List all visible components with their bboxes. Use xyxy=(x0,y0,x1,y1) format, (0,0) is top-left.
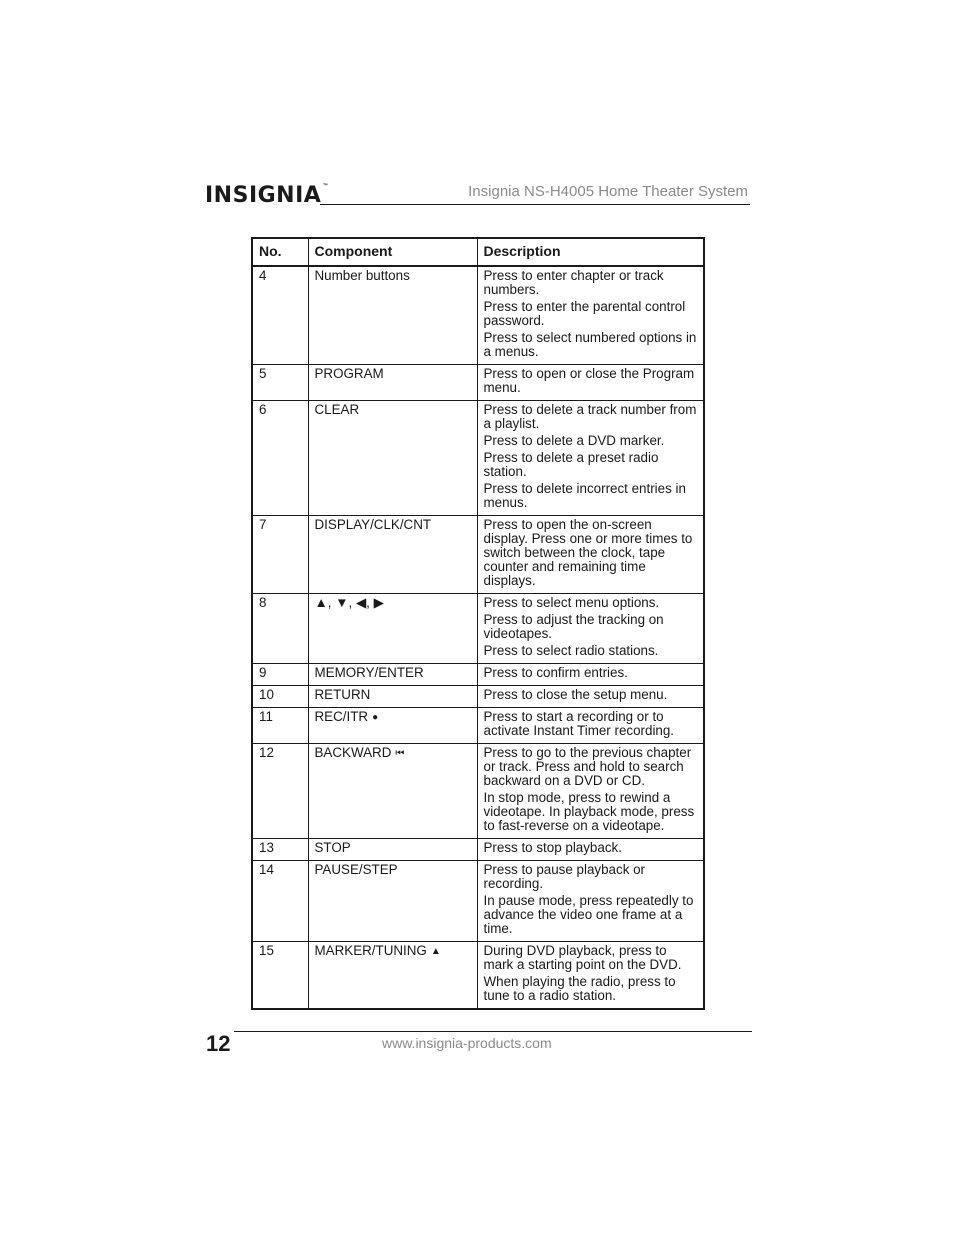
cell-component xyxy=(308,401,477,516)
brand-logo xyxy=(205,183,329,208)
button-symbol-icon: ● xyxy=(372,712,379,723)
cell-component xyxy=(308,365,477,401)
component-table xyxy=(251,237,705,1010)
page-number: 12 xyxy=(206,1031,231,1056)
description-paragraph: Press to adjust the tracking on videotapes. xyxy=(483,612,664,641)
cell-description xyxy=(477,839,704,861)
table-row xyxy=(252,516,704,594)
footer-url: www.insignia-products.com xyxy=(382,1035,552,1051)
description-paragraph: Press to enter the parental control password. xyxy=(483,299,686,328)
description-paragraph: In pause mode, press repeatedly to advance the video one frame at a time. xyxy=(483,893,694,936)
cell-no: 12 xyxy=(252,744,308,839)
cell-no: 9 xyxy=(252,664,308,686)
cell-no: 8 xyxy=(252,594,308,664)
table-row xyxy=(252,942,704,1010)
cell-description xyxy=(477,365,704,401)
column-header-no: No. xyxy=(252,238,308,266)
cell-component xyxy=(308,594,477,664)
cell-no: 14 xyxy=(252,861,308,942)
component-label: MARKER/TUNING xyxy=(314,943,427,958)
description-paragraph: During DVD playback, press to mark a starting point on the DVD. xyxy=(483,943,682,972)
description-paragraph: When playing the radio, press to tune to a radio station. xyxy=(483,974,676,1003)
description-paragraph: Press to select radio stations. xyxy=(483,643,659,658)
cell-description xyxy=(477,861,704,942)
component-label: PROGRAM xyxy=(314,366,384,381)
component-label: ▲, ▼, ◀, ▶ xyxy=(314,595,384,610)
footer-divider xyxy=(234,1031,752,1032)
cell-description xyxy=(477,401,704,516)
cell-component xyxy=(308,708,477,744)
table-row xyxy=(252,708,704,744)
cell-component xyxy=(308,744,477,839)
cell-no: 6 xyxy=(252,401,308,516)
description-paragraph: Press to stop playback. xyxy=(483,840,622,855)
cell-component xyxy=(308,664,477,686)
cell-component xyxy=(308,266,477,365)
cell-no: 13 xyxy=(252,839,308,861)
description-paragraph: Press to select numbered options in a menus. xyxy=(483,330,697,359)
table-row xyxy=(252,664,704,686)
component-label: STOP xyxy=(314,840,351,855)
cell-description xyxy=(477,266,704,365)
description-paragraph: Press to pause playback or recording. xyxy=(483,862,646,891)
description-paragraph: Press to open or close the Program menu. xyxy=(483,366,695,395)
description-paragraph: Press to start a recording or to activate Instant Timer recording. xyxy=(483,709,675,738)
document-title: Insignia NS-H4005 Home Theater System xyxy=(468,183,748,200)
cell-component xyxy=(308,942,477,1010)
button-symbol-icon: ⏮ xyxy=(395,748,405,759)
component-label: PAUSE/STEP xyxy=(314,862,398,877)
description-paragraph: Press to delete incorrect entries in menus. xyxy=(483,481,686,510)
component-label: BACKWARD xyxy=(314,745,392,760)
table-row xyxy=(252,266,704,365)
cell-description xyxy=(477,744,704,839)
table-row xyxy=(252,365,704,401)
cell-no: 7 xyxy=(252,516,308,594)
trademark-mark: ™ xyxy=(322,183,329,190)
cell-description xyxy=(477,594,704,664)
cell-description xyxy=(477,664,704,686)
cell-no: 4 xyxy=(252,266,308,365)
cell-description xyxy=(477,516,704,594)
cell-no: 11 xyxy=(252,708,308,744)
description-paragraph: Press to confirm entries. xyxy=(483,665,628,680)
component-label: Number buttons xyxy=(314,268,410,283)
description-paragraph: Press to delete a preset radio station. xyxy=(483,450,659,479)
table-row xyxy=(252,594,704,664)
cell-description xyxy=(477,708,704,744)
table-row xyxy=(252,744,704,839)
column-header-component: Component xyxy=(308,238,477,266)
cell-component xyxy=(308,686,477,708)
column-header-description: Description xyxy=(477,238,704,266)
description-paragraph: Press to enter chapter or track numbers. xyxy=(483,268,664,297)
table-row xyxy=(252,686,704,708)
cell-no: 5 xyxy=(252,365,308,401)
component-label: REC/ITR xyxy=(314,709,369,724)
table-row xyxy=(252,861,704,942)
component-label: RETURN xyxy=(314,687,371,702)
table-header-row xyxy=(252,238,704,266)
cell-description xyxy=(477,686,704,708)
description-paragraph: Press to close the setup menu. xyxy=(483,687,668,702)
header-divider xyxy=(320,204,750,205)
table-row xyxy=(252,401,704,516)
cell-component xyxy=(308,861,477,942)
cell-component xyxy=(308,516,477,594)
table-row xyxy=(252,839,704,861)
description-paragraph: In stop mode, press to rewind a videotape. In playback mode, press to fast-reverse on a videotape. xyxy=(483,790,695,833)
description-paragraph: Press to select menu options. xyxy=(483,595,660,610)
cell-no: 10 xyxy=(252,686,308,708)
description-paragraph: Press to delete a track number from a playlist. xyxy=(483,402,697,431)
description-paragraph: Press to delete a DVD marker. xyxy=(483,433,665,448)
component-label: DISPLAY/CLK/CNT xyxy=(314,517,432,532)
logo-text: INSIGNIA xyxy=(205,183,322,208)
component-label: CLEAR xyxy=(314,402,360,417)
description-paragraph: Press to open the on-screen display. Press one or more times to switch between the clock, tape counter and remaining time displays. xyxy=(483,517,693,588)
component-label: MEMORY/ENTER xyxy=(314,665,424,680)
cell-component xyxy=(308,839,477,861)
cell-no: 15 xyxy=(252,942,308,1010)
button-symbol-icon: ▲ xyxy=(430,946,441,957)
cell-description xyxy=(477,942,704,1010)
description-paragraph: Press to go to the previous chapter or track. Press and hold to search backward on a DVD or CD. xyxy=(483,745,692,788)
